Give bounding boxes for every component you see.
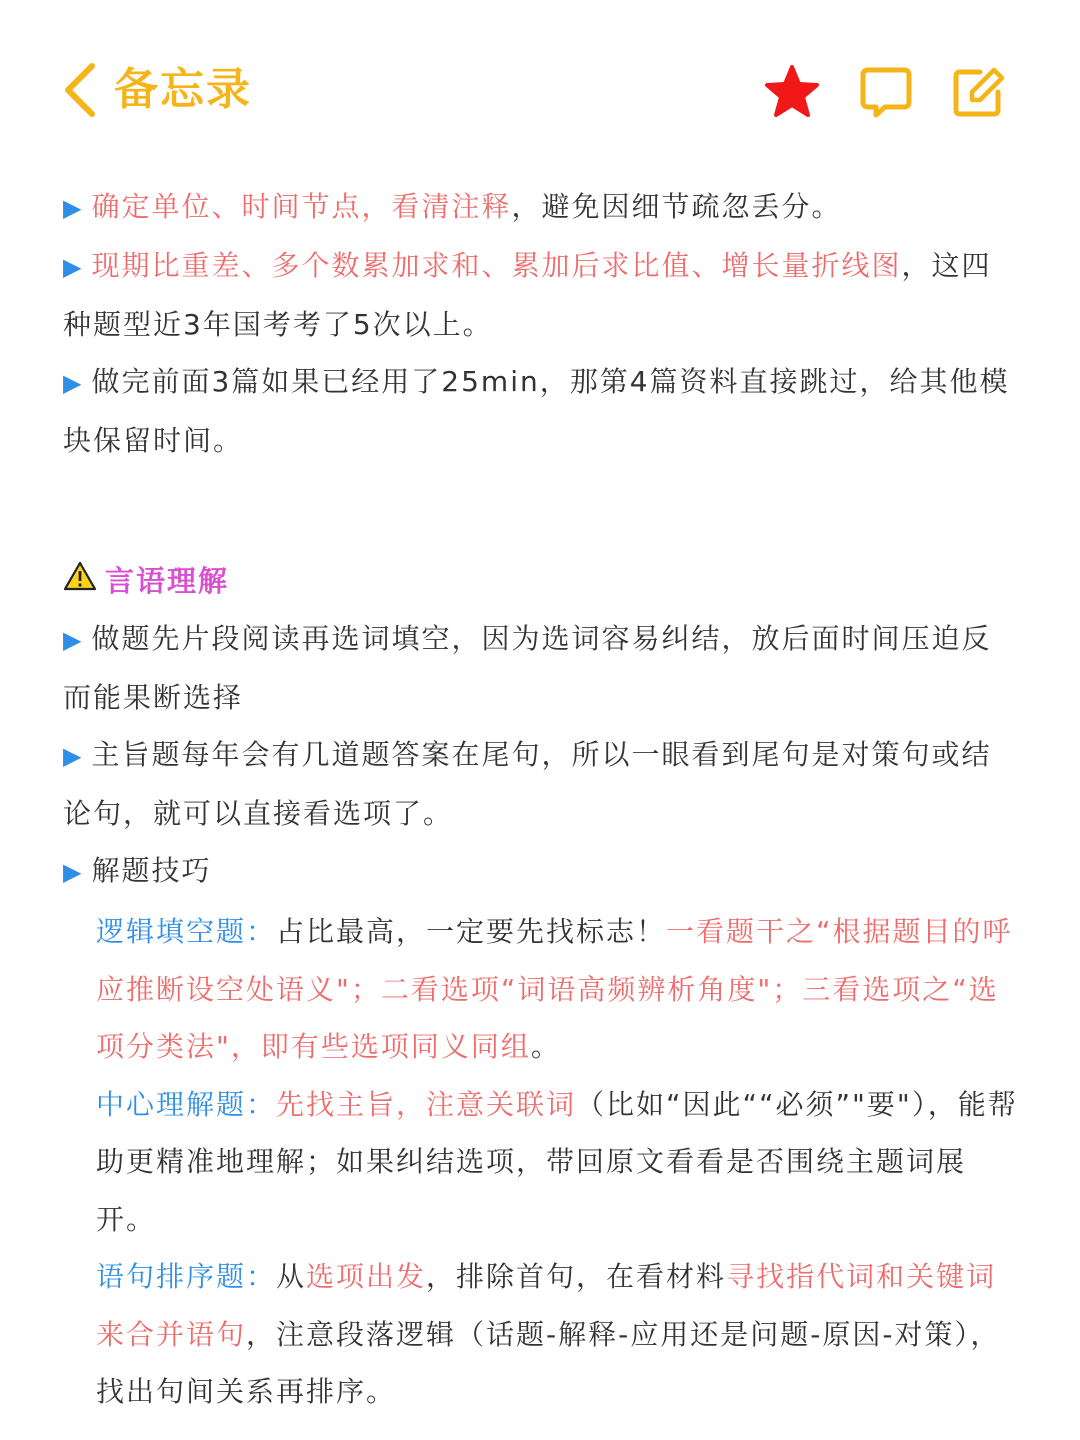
triangle-bullet-icon: ▶ xyxy=(63,253,82,281)
tip-sentence-order: 语句排序题：从选项出发，排除首句，在看材料寻找指代词和关键词来合并语句，注意段落逻辑（话题-解释-应用还是问题-原因-对策），找出句间关系再排序。 xyxy=(96,1260,1001,1408)
warning-icon xyxy=(63,553,97,610)
back-chevron-icon xyxy=(62,62,96,118)
memo-content xyxy=(63,178,1018,1421)
triangle-bullet-icon: ▶ xyxy=(63,858,82,886)
triangle-bullet-icon: ▶ xyxy=(63,742,82,770)
section-item-1: ▶ 做题先片段阅读再选词填空，因为选词容易纠结，放后面时间压迫反而能果断选择 xyxy=(63,622,992,714)
back-button[interactable] xyxy=(62,62,252,118)
edit-icon[interactable] xyxy=(950,64,1006,120)
intro-item-1: ▶ 确定单位、时间节点，看清注释，避免因细节疏忽丢分。 xyxy=(63,190,842,223)
section-item-2: ▶ 主旨题每年会有几道题答案在尾句，所以一眼看到尾句是对策句或结论句，就可以直接看选项了。 xyxy=(63,738,992,830)
back-label: 备忘录 xyxy=(114,64,252,115)
intro-item-2: ▶ 现期比重差、多个数累加求和、累加后求比值、增长量折线图，这四种题型近3年国考考了5次以上。 xyxy=(63,249,992,341)
tip-center-understanding: 中心理解题：先找主旨，注意关联词（比如“因此““必须”"要"），能帮助更精准地理解；如果纠结选项，带回原文看看是否围绕主题词展开。 xyxy=(96,1087,1018,1236)
triangle-bullet-icon: ▶ xyxy=(63,626,82,654)
triangle-bullet-icon: ▶ xyxy=(63,194,82,222)
star-icon[interactable] xyxy=(764,64,820,120)
comment-icon[interactable] xyxy=(858,64,914,120)
triangle-bullet-icon: ▶ xyxy=(63,369,82,397)
section-title: 言语理解 xyxy=(63,553,1018,610)
tip-logic-fill: 逻辑填空题：占比最高，一定要先找标志！一看题干之“根据题目的呼应推断设空处语义"；二看选项“词语高频辨析角度"；三看选项之“选项分类法"，即有些选项同义同组。 xyxy=(96,915,1013,1063)
intro-item-3: ▶ 做完前面3篇如果已经用了25min，那第4篇资料直接跳过，给其他模块保留时间。 xyxy=(63,365,1010,457)
header-bar xyxy=(0,0,1080,150)
section-item-3: ▶ 解题技巧 xyxy=(63,854,212,887)
